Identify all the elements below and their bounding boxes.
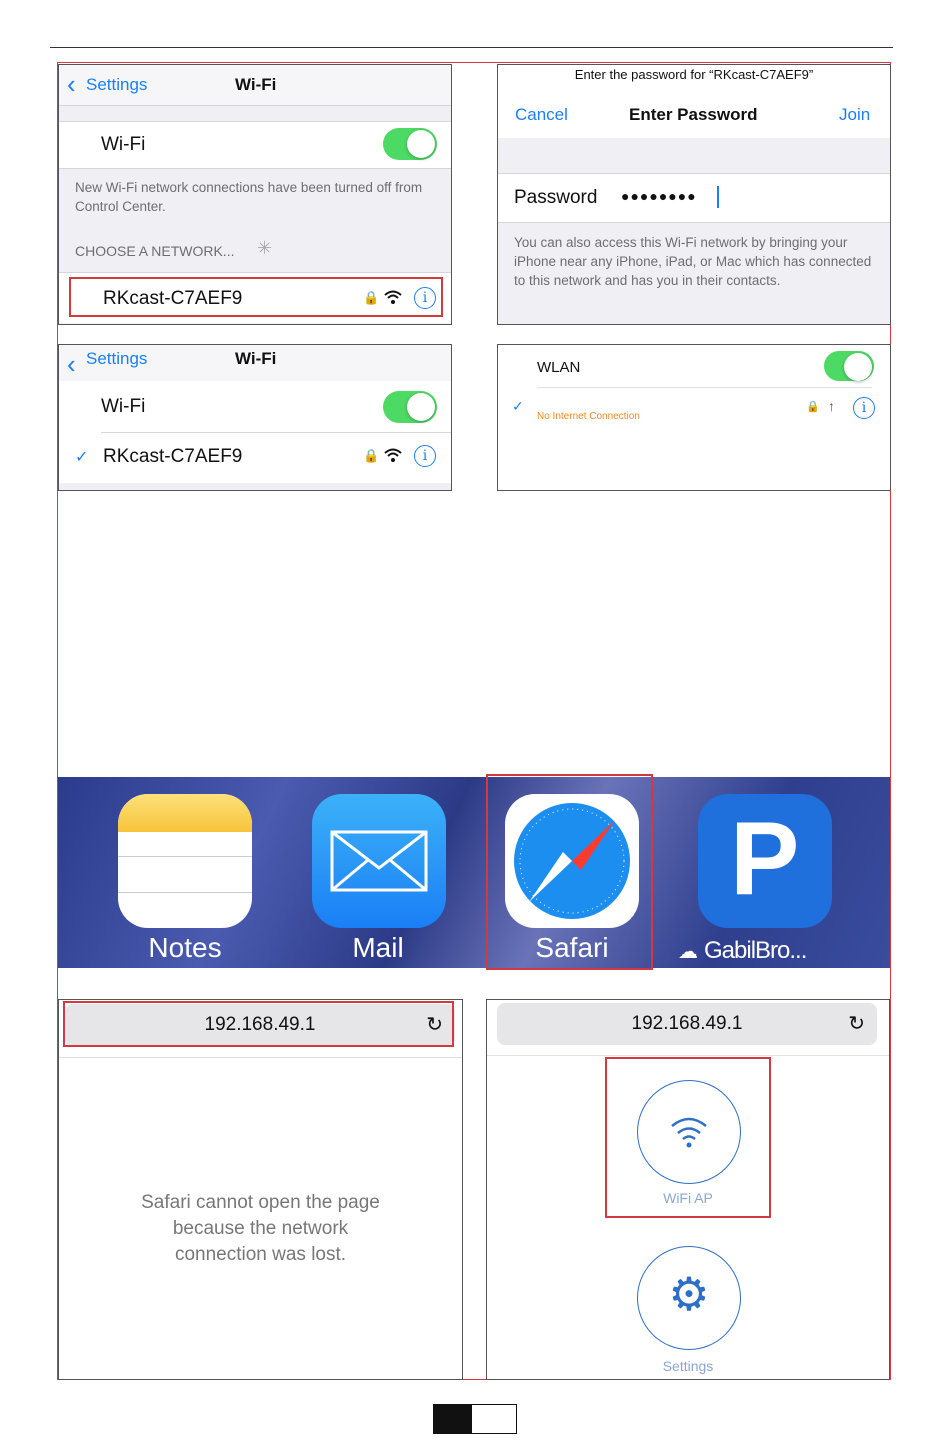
wifi-toggle[interactable]: [383, 391, 437, 423]
choose-network-header: CHOOSE A NETWORK...: [75, 243, 235, 259]
settings-button[interactable]: [637, 1246, 741, 1350]
password-sheet-header: [498, 65, 890, 138]
safari-highlight: [486, 774, 653, 970]
back-settings-link[interactable]: Settings: [86, 75, 148, 94]
password-hint: You can also access this Wi-Fi network by bringing your iPhone near any iPhone, iPad, or Mac which has connected to this network and has you in their contacts.: [514, 235, 872, 288]
wlan-label: WLAN: [537, 359, 581, 376]
join-button[interactable]: Join: [839, 105, 871, 124]
nav-title: Wi-Fi: [235, 75, 277, 94]
signal-icon: ↑: [828, 398, 835, 414]
control-center-notice: New Wi-Fi network connections have been turned off from Control Center.: [75, 180, 423, 214]
notes-header-band: [118, 794, 252, 832]
loading-spinner-icon: ✳: [257, 238, 273, 258]
text-cursor: [717, 186, 719, 208]
wifi-signal-icon: [384, 448, 402, 462]
reload-icon[interactable]: ↻: [426, 1014, 443, 1036]
row-separator: [537, 387, 872, 388]
checkmark-icon: ✓: [75, 449, 89, 466]
error-message: [59, 1190, 462, 1268]
notes-line: [118, 856, 252, 857]
nav-bar: [59, 345, 451, 386]
url-divider: [59, 1057, 462, 1058]
gear-icon: ⚙: [668, 1268, 710, 1320]
app-label: GabilBro...: [704, 937, 807, 964]
sheet-title: Enter Password: [629, 105, 758, 124]
cancel-button[interactable]: Cancel: [515, 105, 568, 124]
enter-password-panel: [497, 64, 891, 325]
nav-title: Wi-Fi: [235, 349, 277, 368]
page-marker: [433, 1404, 517, 1434]
wifi-settings-panel: [58, 64, 452, 325]
network-name: RKcast-C7AEF9: [103, 288, 243, 309]
network-name[interactable]: RKcast-C7AEF9: [103, 446, 243, 467]
password-field[interactable]: ●●●●●●●●: [621, 188, 697, 204]
settings-label: Settings: [662, 1358, 714, 1374]
lock-icon: 🔒: [363, 448, 380, 463]
nav-bar: [59, 65, 451, 106]
chevron-left-icon[interactable]: ‹: [67, 349, 76, 379]
wlan-panel: [497, 344, 891, 491]
top-rule: [50, 47, 893, 48]
info-icon[interactable]: i: [414, 287, 436, 309]
wifi-toggle-row: [59, 121, 451, 169]
info-icon[interactable]: i: [853, 397, 875, 419]
app-label: Mail: [352, 932, 404, 963]
url-text: 192.168.49.1: [204, 1014, 316, 1035]
error-line: connection was lost.: [174, 1244, 347, 1265]
wifi-label: Wi-Fi: [101, 134, 146, 155]
address-highlight: [63, 1001, 454, 1047]
lock-icon: 🔒: [363, 290, 380, 305]
wifi-ap-highlight: [605, 1057, 771, 1218]
app-label: Notes: [148, 932, 222, 963]
gabilbro-app-icon[interactable]: [698, 794, 832, 928]
back-settings-link[interactable]: Settings: [86, 349, 148, 368]
page-marker-fill: [434, 1405, 472, 1433]
safari-error-panel: [58, 999, 463, 1380]
network-highlight: [69, 277, 443, 317]
chevron-left-icon[interactable]: ‹: [67, 69, 76, 99]
url-divider: [487, 1055, 889, 1056]
wifi-ap-label: WiFi AP: [663, 1190, 713, 1206]
password-label: Password: [514, 187, 598, 208]
wifi-connected-panel: [58, 344, 452, 491]
home-screen-dock: [58, 777, 890, 968]
password-prompt: Enter the password for “RKcast-C7AEF9”: [574, 67, 814, 82]
app-label: Safari: [535, 932, 609, 963]
lock-icon: 🔒: [806, 401, 820, 413]
address-bar[interactable]: [497, 1003, 877, 1045]
reload-icon[interactable]: ↻: [848, 1013, 865, 1035]
cloud-download-icon: ☁: [678, 941, 698, 963]
connection-status: No Internet Connection: [537, 411, 640, 422]
url-text: 192.168.49.1: [631, 1013, 743, 1034]
wifi-label: Wi-Fi: [101, 396, 146, 417]
wifi-toggle[interactable]: [383, 128, 437, 160]
password-row: [498, 173, 890, 223]
info-icon[interactable]: i: [414, 445, 436, 467]
error-line: because the network: [172, 1218, 349, 1239]
mail-app-icon[interactable]: [312, 794, 446, 928]
error-line: Safari cannot open the page: [141, 1192, 380, 1213]
connected-list: [59, 381, 451, 483]
notes-line: [118, 892, 252, 893]
checkmark-icon: ✓: [512, 398, 524, 414]
envelope-icon: [312, 794, 446, 928]
row-separator: [101, 432, 451, 433]
notes-app-icon[interactable]: [118, 794, 252, 928]
wlan-toggle[interactable]: [824, 351, 874, 381]
p-letter-icon: P: [730, 801, 800, 917]
